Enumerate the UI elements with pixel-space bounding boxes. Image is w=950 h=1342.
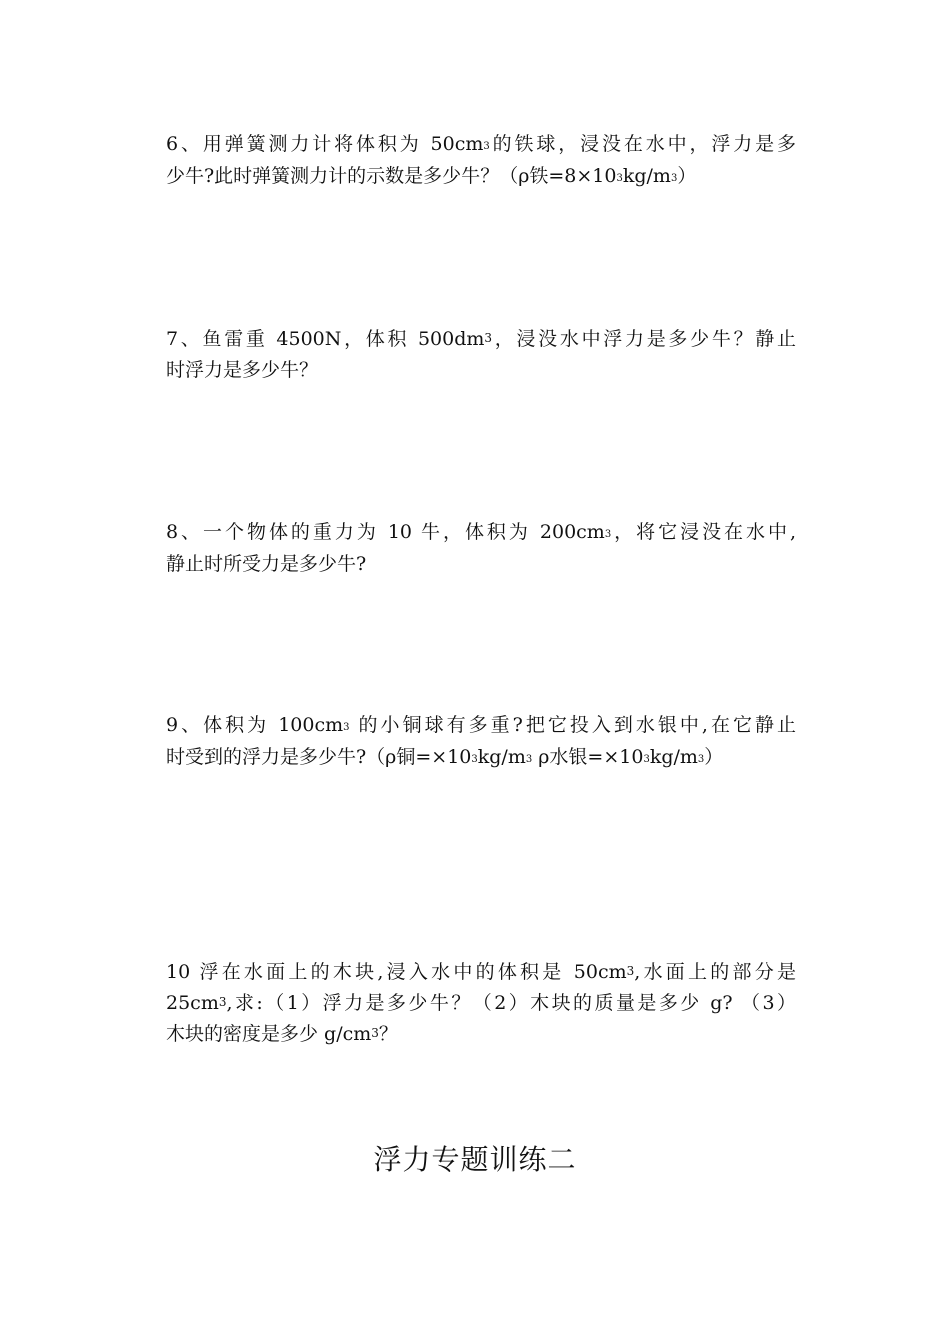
text-segment: ？: [378, 1023, 398, 1045]
superscript: 3: [484, 331, 493, 345]
text-segment: 的小铜球有多重?把它投入到水银中,在它静止: [349, 714, 796, 736]
text-segment: 时受到的浮力是多少牛?（ρ铜=×10: [166, 746, 472, 768]
text-segment: ,水面上的部分是: [634, 961, 796, 983]
text-segment: ）: [704, 746, 724, 768]
problem-8: [166, 518, 796, 579]
superscript: 3: [670, 173, 678, 184]
superscript: 3: [626, 964, 635, 978]
problem-9: [166, 711, 796, 775]
text-segment: 少牛?此时弹簧测力计的示数是多少牛？（ρ铁=8×10: [166, 165, 617, 187]
text-segment: 的铁球，浸没在水中，浮力是多: [489, 133, 796, 155]
problem-6-line-2: [166, 162, 796, 194]
superscript: 3: [616, 173, 623, 184]
superscript: 3: [525, 754, 533, 765]
problem-7: [166, 325, 796, 385]
problem-7-line-1: [166, 325, 796, 356]
problem-6-line-1: [166, 130, 796, 162]
text-segment: ,求:（1）浮力是多少牛？（2）木块的质量是多少 g? （3）: [226, 992, 796, 1014]
problem-10: [166, 958, 796, 1051]
superscript: 3: [643, 754, 650, 765]
text-segment: 8、一个物体的重力为 10 牛，体积为 200cm: [166, 521, 605, 543]
problem-9-line-1: [166, 711, 796, 743]
text-segment: 6、用弹簧测力计将体积为 50cm: [166, 133, 484, 155]
superscript: 3: [343, 722, 350, 733]
text-segment: 10 浮在水面上的木块,浸入水中的体积是 50cm: [166, 961, 627, 983]
superscript: 3: [604, 529, 612, 540]
problem-8-line-2: [166, 550, 796, 579]
problem-7-line-2: [166, 356, 796, 385]
text-segment: ρ水银=×10: [532, 746, 644, 768]
text-segment: ）: [677, 165, 697, 187]
problem-10-line-3: [166, 1020, 796, 1051]
text-segment: kg/m: [477, 746, 526, 768]
text-segment: ，将它浸没在水中,: [611, 521, 796, 543]
text-segment: 9、体积为 100cm: [166, 714, 344, 736]
superscript: 3: [483, 141, 490, 152]
text-segment: kg/m: [649, 746, 698, 768]
superscript: 3: [371, 1026, 379, 1040]
text-segment: ，浸没水中浮力是多少牛？静止: [492, 328, 796, 350]
superscript: 3: [697, 754, 705, 765]
text-segment: 时浮力是多少牛？: [166, 359, 319, 381]
problem-8-line-1: [166, 518, 796, 550]
problem-10-line-2: [166, 989, 796, 1020]
text-segment: 静止时所受力是多少牛?: [166, 553, 367, 575]
text-segment: kg/m: [622, 165, 671, 187]
superscript: 3: [471, 754, 478, 765]
problem-6: [166, 130, 796, 194]
problem-10-line-1: [166, 958, 796, 989]
text-segment: 25cm: [166, 992, 219, 1014]
text-segment: 7、鱼雷重 4500N，体积 500dm: [166, 328, 485, 350]
superscript: 3: [218, 995, 227, 1009]
text-segment: 木块的密度是多少 g/cm: [166, 1023, 372, 1045]
problem-9-line-2: [166, 743, 796, 775]
section-title: 浮力专题训练二: [373, 1143, 577, 1176]
